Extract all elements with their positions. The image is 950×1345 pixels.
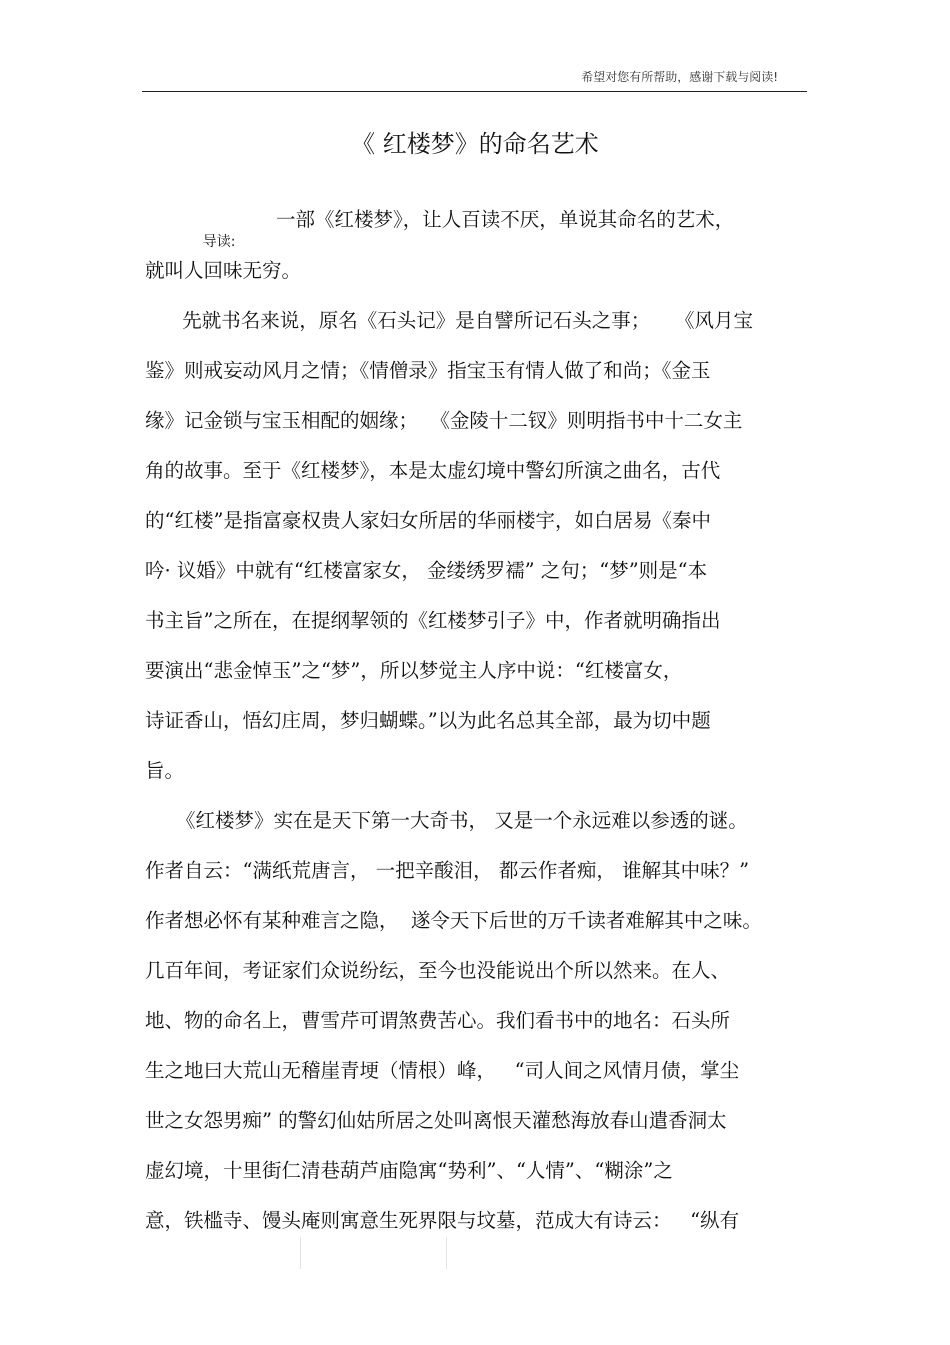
text-line: 的“红楼”是指富豪权贵人家妇女所居的华丽楼宇，如白居易《秦中 <box>145 509 711 532</box>
page-edge-mark-left <box>300 1237 301 1269</box>
text-line: 意，铁槛寺、馒头庵则寓意生死界限与坟墓，范成大有诗云： “纵有 <box>145 1209 740 1232</box>
page-edge-mark-right <box>446 1237 447 1269</box>
text-line: 世之女怨男痴” 的警幻仙姑所居之处叫离恨天灌愁海放春山遣香洞太 <box>145 1109 727 1132</box>
header-divider <box>142 91 807 92</box>
text-line: 要演出“悲金悼玉”之“梦”，所以梦觉主人序中说：“红楼富女， <box>145 659 683 682</box>
text-line: 几百年间，考证家们众说纷纭，至今也没能说出个所以然来。在人、 <box>145 959 731 982</box>
text-line: 旨。 <box>145 759 185 782</box>
text-line: 鉴》则戒妄动风月之情；《情僧录》指宝玉有情人做了和尚；《金玉 <box>145 359 711 382</box>
text-line: 先就书名来说，原名《石头记》是自譬所记石头之事； 《风月宝 <box>176 309 753 332</box>
header-text: 希望对您有所帮助，感谢下载与阅读! <box>581 70 778 84</box>
intro-label-text: 导读: <box>202 234 236 250</box>
text-line: 虚幻境，十里街仁清巷葫芦庙隐寓“势利”、“人情”、“糊涂”之 <box>145 1159 673 1182</box>
text-line: 吟· 议婚》中就有“红楼富家女， 金缕绣罗襦” 之句；“梦”则是“本 <box>145 559 708 582</box>
text-line: 一部《红楼梦》，让人百读不厌，单说其命名的艺术， <box>276 208 735 231</box>
text-line: 作者自云：“满纸荒唐言， 一把辛酸泪， 都云作者痴， 谁解其中味？” <box>145 859 750 882</box>
text-line: 诗证香山，悟幻庄周，梦归蝴蝶。”以为此名总其全部，最为切中题 <box>145 709 711 732</box>
text-line: 《红楼梦》实在是天下第一大奇书， 又是一个永远难以参透的谜。 <box>176 809 748 832</box>
text-line: 作者想必怀有某种难言之隐， 遂令天下后世的万千读者难解其中之味。 <box>145 909 762 932</box>
text-line: 缘》记金锁与宝玉相配的姻缘； 《金陵十二钗》则明指书中十二女主 <box>145 409 743 432</box>
text-line: 角的故事。至于《红楼梦》，本是太虚幻境中警幻所演之曲名，古代 <box>145 459 721 482</box>
page-title: 《 红楼梦》的命名艺术 <box>351 130 599 158</box>
text-line: 就叫人回味无穷。 <box>145 259 302 282</box>
text-line: 书主旨”之所在，在提纲挈领的《红楼梦引子》中，作者就明确指出 <box>145 609 721 632</box>
text-line: 生之地曰大荒山无稽崖青埂（情根）峰， “司人间之风情月债，掌尘 <box>145 1059 740 1082</box>
text-line: 地、物的命名上，曹雪芹可谓煞费苦心。我们看书中的地名：石头所 <box>145 1009 731 1032</box>
